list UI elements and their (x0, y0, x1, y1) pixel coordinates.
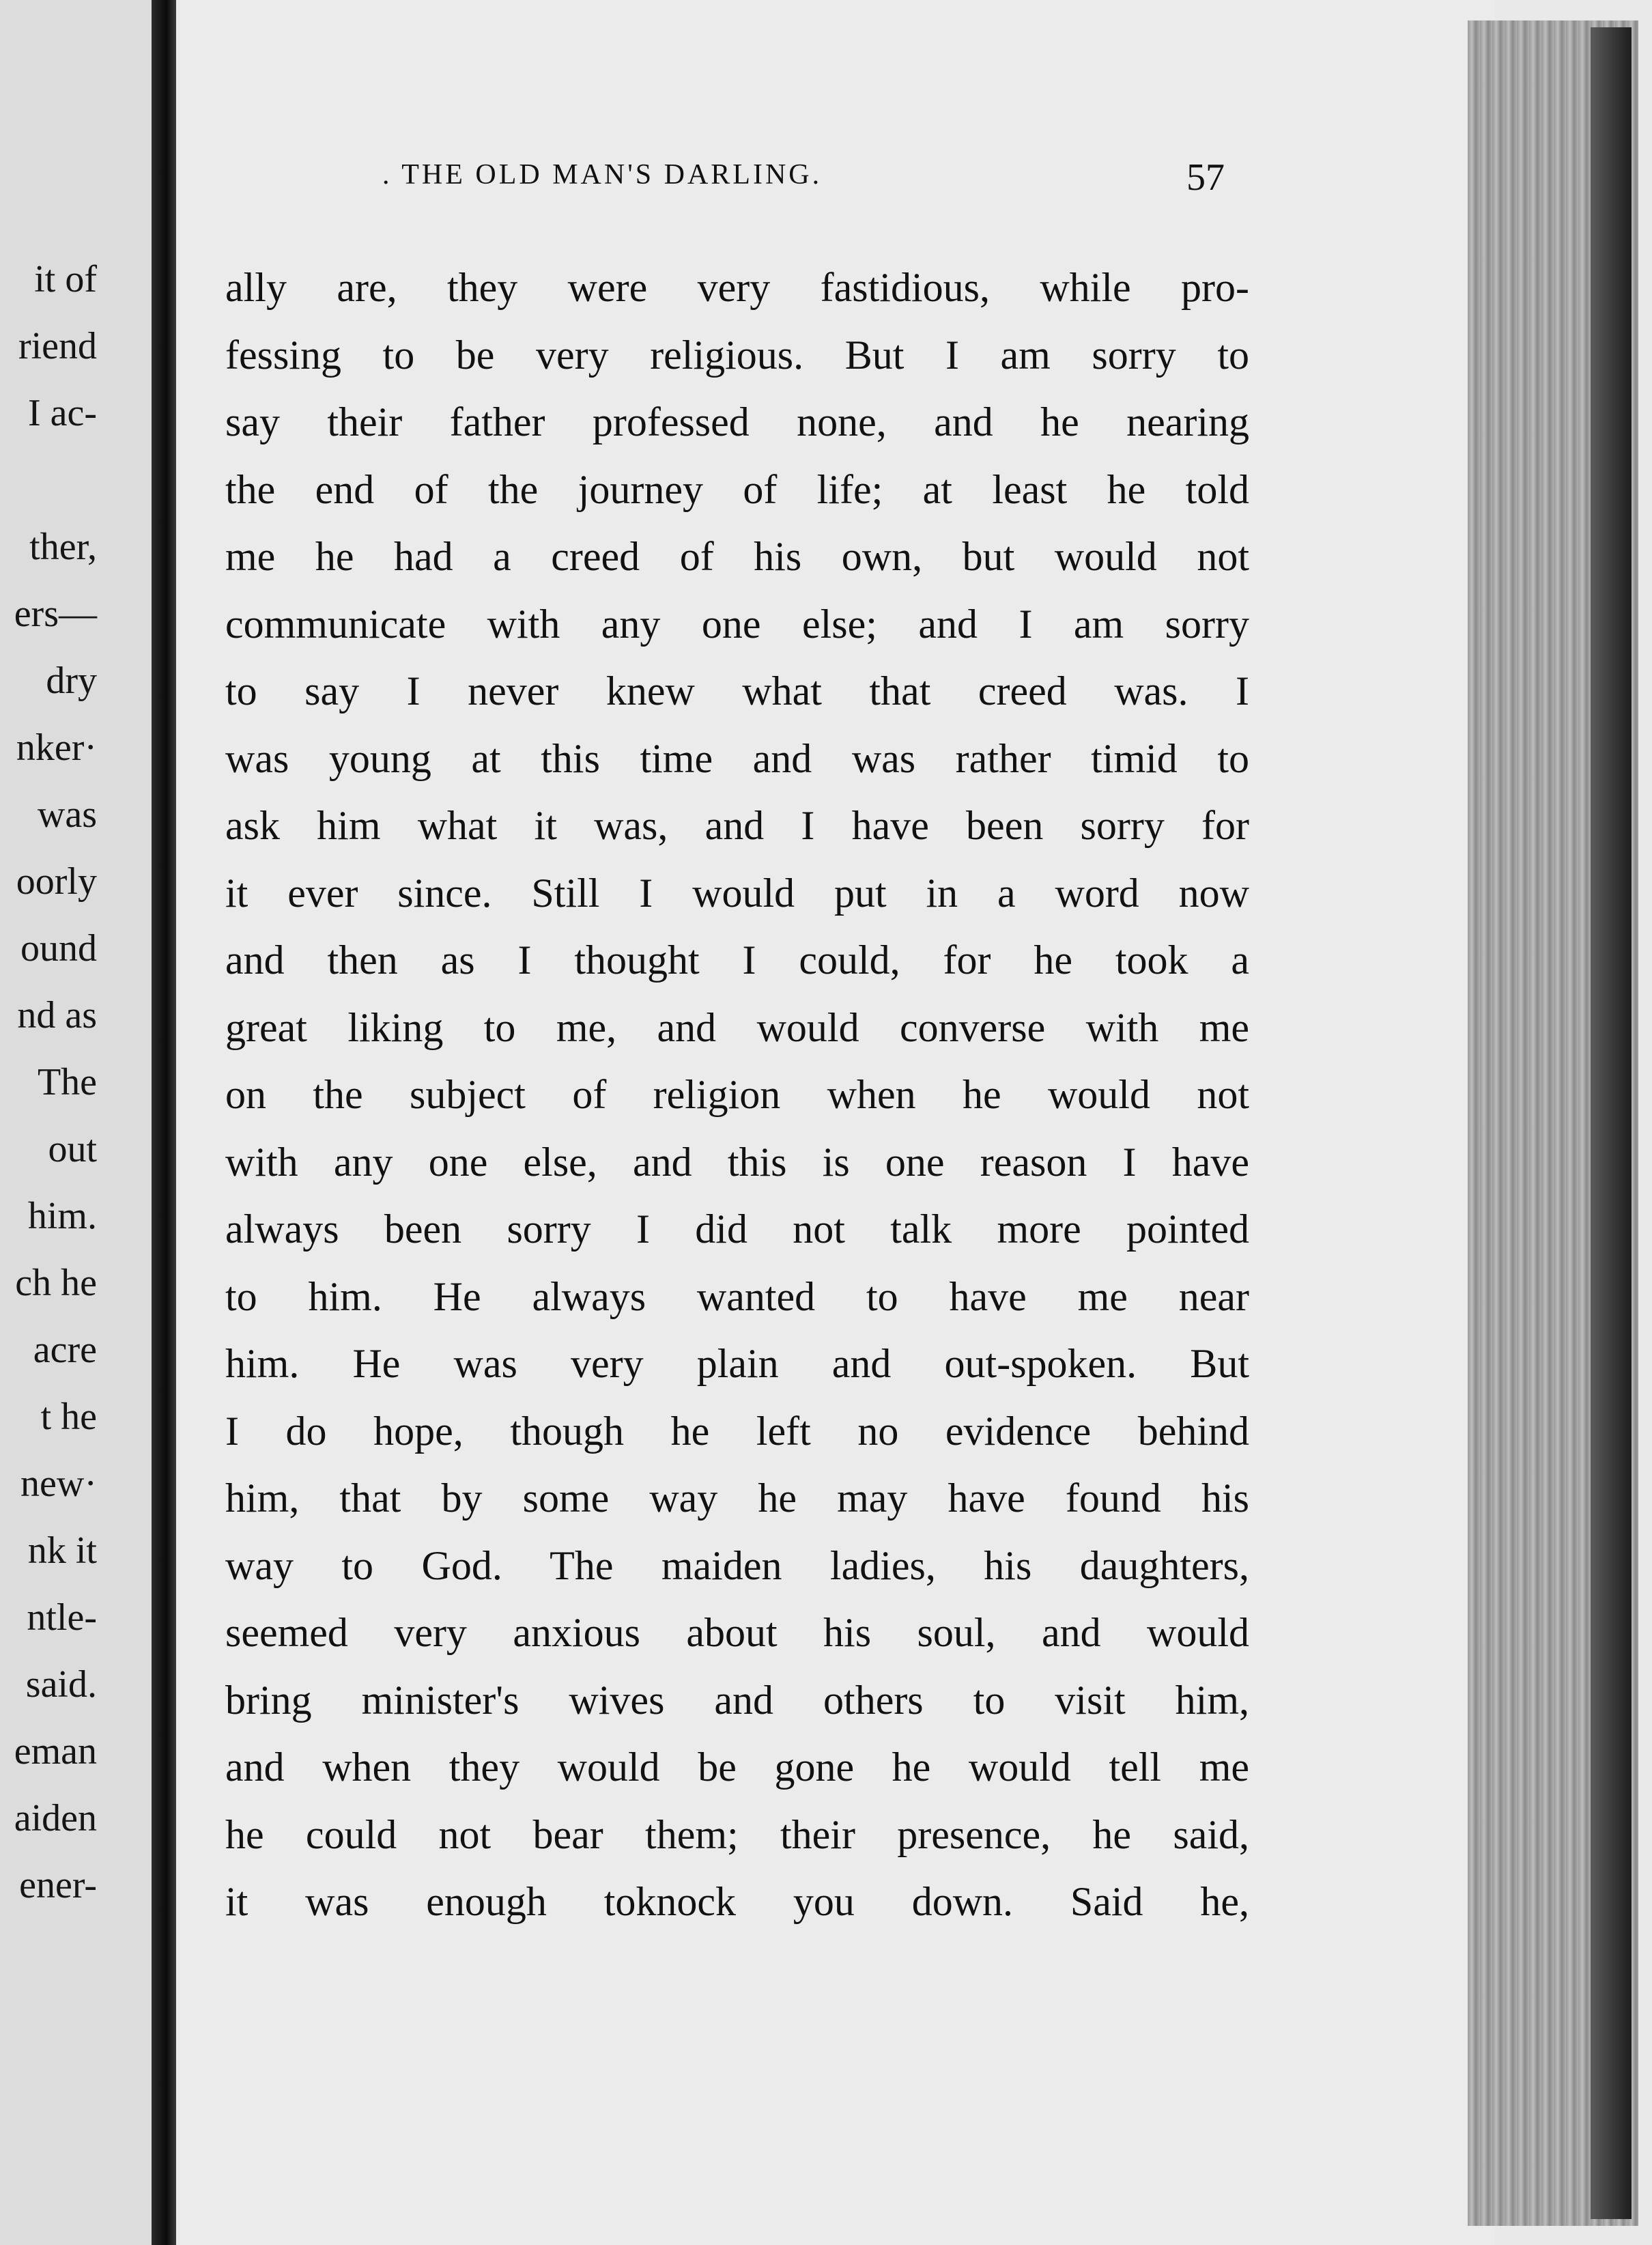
text-line: on the subject of religion when he would not (225, 1072, 1249, 1117)
text-line: seemed very anxious about his soul, and would (225, 1610, 1249, 1655)
text-line: to say I never knew what that creed was. I (225, 668, 1249, 714)
page-number: 57 (1186, 156, 1225, 199)
text-line: he could not bear them; their presence, he said, (225, 1811, 1249, 1857)
text-line: and when they would be gone he would tell me (225, 1745, 1249, 1790)
running-head: . THE OLD MAN'S DARLING. (382, 159, 823, 190)
text-line: communicate with any one else; and I am sorry (225, 601, 1249, 647)
fragment-line: was (37, 793, 97, 836)
text-line: him, that by some way he may have found his (225, 1476, 1249, 1521)
fragment-line: out (48, 1128, 97, 1170)
fragment-line: ch he (15, 1262, 97, 1304)
book-cover-edge (1591, 27, 1632, 2219)
text-line: it ever since. Still I would put in a word now (225, 870, 1249, 916)
fragment-line: dry (46, 660, 97, 702)
fragment-line: nd as (17, 994, 97, 1036)
text-line: always been sorry I did not talk more pointed (225, 1206, 1249, 1252)
fragment-line: riend (18, 325, 97, 367)
fragment-line (0, 447, 152, 513)
fragment-line: nk it (27, 1529, 97, 1572)
book-gutter (152, 0, 176, 2245)
text-line: bring minister's wives and others to visit him, (225, 1677, 1249, 1723)
fragment-line: I ac- (27, 392, 97, 434)
text-line: to him. He always wanted to have me near (225, 1273, 1249, 1319)
fragment-line: ers— (14, 593, 97, 635)
fragment-line: ther, (29, 526, 97, 568)
text-line: fessing to be very religious. But I am sorry to (225, 332, 1249, 378)
fragment-line: eman (14, 1730, 97, 1773)
text-line: way to God. The maiden ladies, his daughters, (225, 1542, 1249, 1588)
text-line: I do hope, though he left no evidence behind (225, 1408, 1249, 1454)
fragment-line: ntle- (27, 1596, 97, 1639)
text-line: it was enough toknock you down. Said he, (225, 1879, 1249, 1924)
fragment-line: nker· (16, 726, 97, 769)
fragment-line: t he (40, 1396, 97, 1438)
fragment-line: acre (33, 1329, 97, 1371)
facing-page-fragment (0, 0, 152, 2245)
text-line: me he had a creed of his own, but would not (225, 534, 1249, 579)
fragment-line: oorly (16, 860, 97, 903)
text-line: and then as I thought I could, for he took a (225, 937, 1249, 983)
text-line: say their father professed none, and he nearing (225, 399, 1249, 444)
text-line: him. He was very plain and out-spoken. But (225, 1341, 1249, 1386)
text-line: great liking to me, and would converse with me (225, 1004, 1249, 1050)
text-line: was young at this time and was rather timid to (225, 735, 1249, 781)
text-line: with any one else, and this is one reason I have (225, 1139, 1249, 1185)
text-line: the end of the journey of life; at least he told (225, 466, 1249, 512)
fragment-line: it of (34, 258, 97, 300)
fragment-line: The (37, 1061, 97, 1103)
fragment-line: aiden (14, 1797, 97, 1839)
fragment-line: new· (20, 1463, 97, 1505)
text-line: ask him what it was, and I have been sorry for (225, 803, 1249, 848)
fragment-line: him. (27, 1195, 97, 1237)
text-line: ally are, they were very fastidious, while pro- (225, 265, 1249, 310)
facing-page-text (0, 246, 152, 1919)
fragment-line: said. (25, 1663, 97, 1706)
fragment-line: ound (20, 927, 97, 970)
body-text (225, 254, 1249, 1936)
fragment-line: ener- (19, 1864, 97, 1906)
